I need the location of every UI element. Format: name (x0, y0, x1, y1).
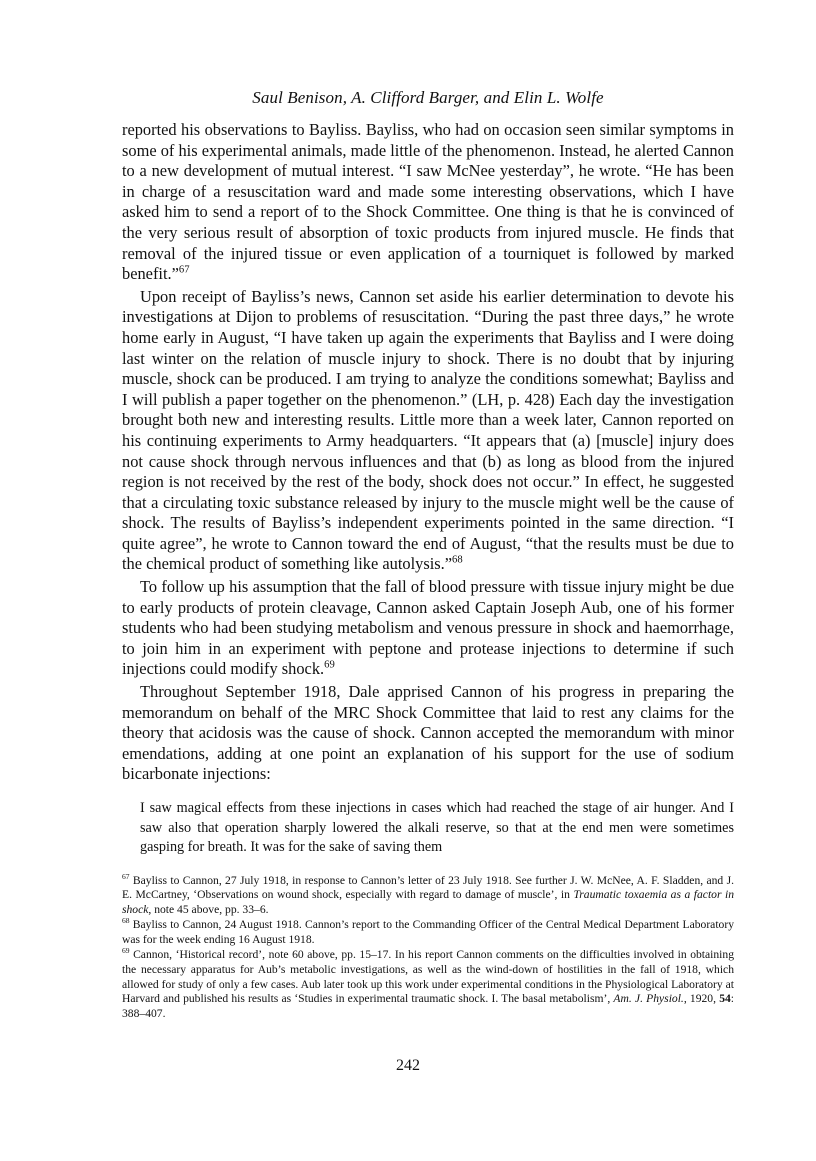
running-head: Saul Benison, A. Clifford Barger, and Elin L. Wolfe (252, 88, 604, 107)
footnote-67: $^{67}$ Bayliss to Cannon, 27 July 1918, in response to Cannon’s letter of 23 July 1918. See further J. W. McNee, A. F. Sladden, and J. E. McCartney, ‘Observations on wound shock, especially with regard to damage of muscle’, in Traumatic toxaemia as a factor in shock, note 45 above, pp. 33–6. (122, 871, 734, 916)
paragraph-1: reported his observations to Bayliss. Bayliss, who had on occasion seen similar symptoms in some of his experimental animals, made little of the phenomenon. Instead, he alerted Cannon to a new development of mutual interest. “I saw McNee yesterday”, he wrote. “He has been in charge of a resuscitation ward and made some interesting observations, which I have asked him to send a report of to the Shock Committee. One thing is that he is convinced of the very serious result of absorption of toxic products from injured muscle. He finds that removal of the injured tissue or even application of a tourniquet is followed by marked benefit.”$^{67}$ (122, 120, 734, 284)
footnote-number: 68 (122, 916, 130, 926)
page-number: 242 (396, 1057, 420, 1074)
page-body (122, 88, 734, 1022)
footnote-ref-67[interactable]: 67 (178, 264, 190, 276)
block-quote: I saw magical effects from these injections in cases which had reached the stage of air hunger. And I saw also that operation sharply lowered the alkali reserve, so that at the end men were sometimes gasping for breath. It was for the sake of saving them (140, 800, 734, 855)
paragraph-4: Throughout September 1918, Dale apprised Cannon of his progress in preparing the memorandum on behalf of the MRC Shock Committee that laid to rest any claims for the theory that acidosis was the cause of shock. Cannon accepted the memorandum with minor emendations, adding at one point an explanation of his support for the use of sodium bicarbonate injections: (122, 682, 734, 784)
paragraph-2: Upon receipt of Bayliss’s news, Cannon set aside his earlier determination to devote his investigations at Dijon to problems of resuscitation. “During the past three days,” he wrote home early in August, “I have taken up again the experiments that Bayliss and I were doing last winter on the relation of muscle injury to shock. There is no doubt that by injuring muscle, shock can be produced. I am trying to analyze the conditions somewhat; Bayliss and I will publish a paper together on the phenomenon.” (LH, p. 428) Each day the investigation brought both new and interesting results. Little more than a week later, Cannon reported on his continuing experiments to Army headquarters. “It appears that (a) [muscle] injury does not cause shock through nervous influences and that (b) as long as blood from the injured region is not received by the rest of the body, shock does not occur.” In effect, he suggested that a circulating toxic substance released by injury to the muscle might well be the cause of shock. The results of Bayliss’s independent experiments pointed in the same direction. “I quite agree”, he wrote to Cannon toward the end of August, “that the results must be due to the chemical product of something like autolysis.”$^{68}$ (122, 286, 734, 574)
footnotes (122, 871, 735, 1022)
footnote-number: 69 (122, 946, 130, 956)
footnote-69: $^{69}$ Cannon, ‘Historical record’, note 60 above, pp. 15–17. In his report Cannon comments on the difficulties involved in obtaining the necessary apparatus for Aub’s metabolic investigations, as well as the wind-down of hostilities in the fall of 1918, which allowed for study of only a few cases. Aub later took up this work under experimental conditions in the Physiological Laboratory at Harvard and published his results as ‘Studies in experimental traumatic shock. I. The basal metabolism’, Am. J. Physiol., 1920, 54: 388–407. (122, 946, 735, 1020)
footnote-ref-68[interactable]: 68 (452, 555, 463, 566)
paragraph-3: To follow up his assumption that the fall of blood pressure with tissue injury might be due to early products of protein cleavage, Cannon asked Captain Joseph Aub, one of his former students who had been studying metabolism and venous pressure in shock and haemorrhage, to join him in an experiment with peptone and protease injections to determine if such injections could modify shock.$^{69}$ (122, 577, 734, 679)
footnote-ref-69[interactable]: 69 (324, 659, 335, 671)
footnote-number: 67 (122, 871, 130, 881)
footnote-68: $^{68}$ Bayliss to Cannon, 24 August 1918. Cannon’s report to the Commanding Officer of the Central Medical Department Laboratory was for the week ending 16 August 1918. (122, 916, 734, 946)
